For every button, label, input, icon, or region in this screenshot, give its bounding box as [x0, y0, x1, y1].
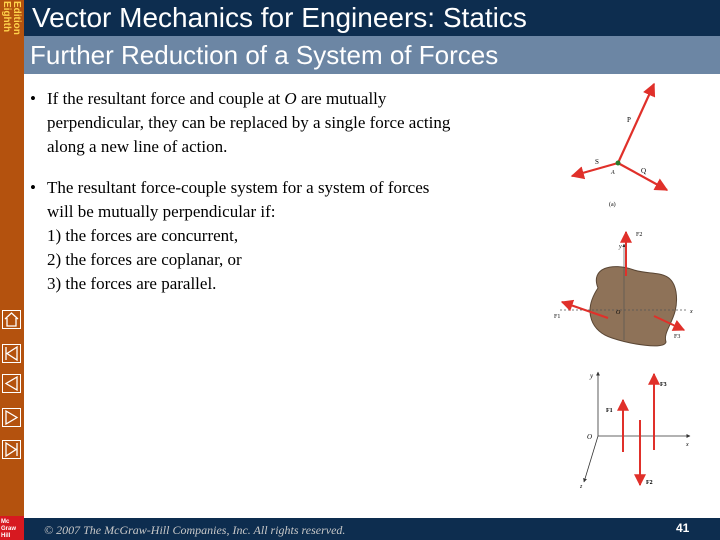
label-F3-c: F3 — [660, 382, 667, 388]
label-F3-b: F3 — [674, 334, 681, 340]
figure-c — [579, 372, 690, 490]
point-A-marker — [616, 161, 621, 166]
caption-a: (a) — [609, 202, 616, 208]
label-F2-b: F2 — [636, 232, 643, 238]
rigid-body-shape — [590, 267, 677, 346]
next-page-icon[interactable] — [2, 408, 21, 427]
axis-z — [584, 436, 598, 482]
label-A: A — [611, 170, 615, 176]
bullet-2-line-5: 3) the forces are parallel. — [47, 274, 217, 293]
bullet-2-line-1: The resultant force-couple system for a system of forces — [47, 178, 430, 197]
copyright-text: © 2007 The McGraw-Hill Companies, Inc. All rights reserved. — [44, 523, 346, 537]
label-F2-c: F2 — [646, 480, 653, 486]
edition-line-1: Eighth — [1, 1, 12, 33]
left-sidebar — [0, 0, 24, 540]
force-system-figure — [545, 80, 720, 516]
label-origin-b: O — [616, 310, 621, 316]
bullet-marker: • — [30, 89, 36, 108]
subheader-bar — [24, 36, 720, 74]
force-P-arrow — [618, 84, 654, 163]
page-number: 41 — [676, 521, 690, 535]
first-page-icon[interactable] — [2, 344, 21, 363]
edition-label — [0, 0, 24, 44]
figure-a — [572, 84, 667, 208]
bullet-1-line-2: perpendicular, they can be replaced by a single force acting — [47, 113, 451, 132]
label-P: P — [627, 116, 631, 124]
label-origin-c: O — [587, 433, 593, 441]
mcgraw-hill-logo: Mc Graw Hill — [0, 516, 24, 540]
bullet-1-line-3: along a new line of action. — [47, 137, 228, 156]
previous-page-icon[interactable] — [2, 374, 21, 393]
header-bar — [24, 0, 720, 36]
page-title: Vector Mechanics for Engineers: Statics — [32, 2, 527, 33]
bullet-2-line-4: 2) the forces are coplanar, or — [47, 250, 242, 269]
bullet-marker: • — [30, 178, 36, 197]
label-axis-x-b: x — [690, 309, 693, 315]
bullet-2-line-3: 1) the forces are concurrent, — [47, 226, 239, 245]
label-axis-y-b: y — [619, 244, 622, 250]
last-page-icon[interactable] — [2, 440, 21, 459]
label-S: S — [595, 158, 599, 166]
home-icon[interactable] — [2, 310, 21, 329]
label-F1-c: F1 — [606, 408, 613, 414]
edition-line-2: Edition — [11, 1, 22, 35]
label-axis-x-c: x — [686, 442, 689, 448]
label-axis-y-c: y — [590, 372, 594, 380]
bullet-1-line-1: If the resultant force and couple at O are mutually — [47, 89, 387, 108]
slide-title: Further Reduction of a System of Forces — [30, 40, 499, 70]
label-F1-b: F1 — [554, 314, 561, 320]
label-Q: Q — [641, 167, 647, 175]
label-axis-z-c: z — [580, 484, 583, 490]
figure-b — [554, 232, 693, 346]
bullet-2-line-2: will be mutually perpendicular if: — [47, 202, 276, 221]
footer-bar — [24, 518, 720, 540]
